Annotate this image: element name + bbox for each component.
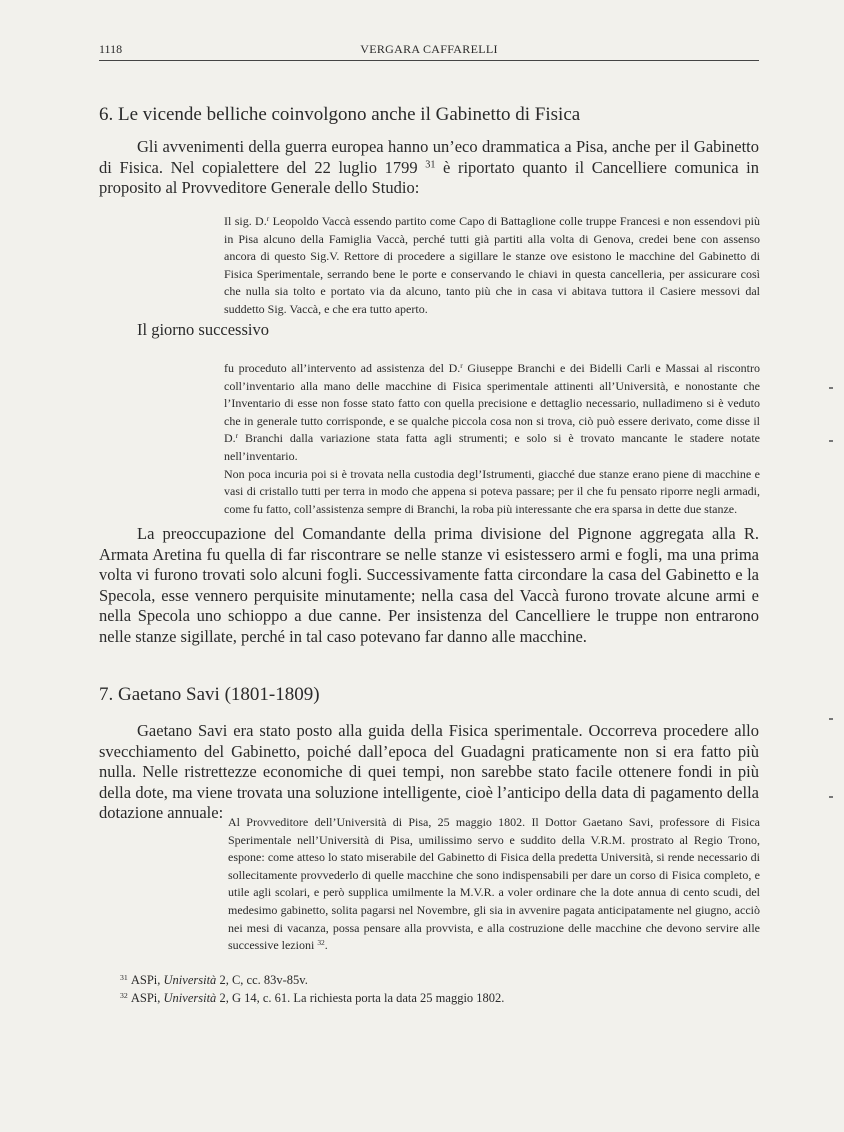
- quote-1-sup: r: [266, 213, 270, 223]
- footnote-31-work: Università: [163, 973, 217, 987]
- footnote-31-rest: 2, C, cc. 83v-85v.: [216, 973, 308, 987]
- section-6-title: 6. Le vicende belliche coinvolgono anche il Gabinetto di Fisica: [99, 104, 581, 125]
- footnote-ref-32[interactable]: 32: [317, 938, 325, 948]
- footnote-32-number: 32: [120, 990, 128, 1000]
- running-header: [99, 40, 759, 61]
- quote-3-body: Al Provveditore dell’Università di Pisa, 25 maggio 1802. Il Dottor Gaetano Savi, professore di Fisica Sperimentale nell’Università di Pisa, umilissimo servo e suddito della V.R.M. prostrato al Regio Trono, espone: come atteso lo stato miserabile del Gabinetto di Fisica della predetta Università, si rende necessario di sollecitamente provvederlo di quelle macchine che sono indispensabili per dare un corso di Fisica completo, e utile agli scolari, e però supplica umilmente la M.V.R. a voler ordinare che la dote annua di cento scudi, del medesimo gabinetto, solita pagarsi nel Novembre, gli sia in avvenire pagata anticipatamente nel giugno, acciò nei mesi di vacanza, possa pensare alla provvista, e alla costruzione delle macchine che devono servire alle successive lezioni: [228, 815, 760, 953]
- quote-2a-sup-1: r: [460, 360, 463, 370]
- footnote-ref-31[interactable]: 31: [425, 158, 436, 170]
- section-7-title: 7. Gaetano Savi (1801-1809): [99, 684, 320, 705]
- quote-1-text: [224, 213, 760, 319]
- footnote-32-work: Università: [163, 990, 217, 1005]
- section-6-intro: [99, 137, 759, 199]
- running-title: VERGARA CAFFARELLI: [360, 42, 498, 56]
- section-7-paragraph: Gaetano Savi era stato posto alla guida della Fisica sperimentale. Occorreva procedere allo svecchiamento del Gabinetto, poiché dall’epoca del Guadagni praticamente non si era fatto più nulla. Nelle ristrettezze economiche di quei tempi, non sarebbe stato facile ottenere fondi in più della dote, ma viene trovata una soluzione intelligente, cioè l’anticipo della data di pagamento della dotazione annuale:: [99, 721, 759, 822]
- intro-text: Gli avvenimenti della guerra europea hanno un’eco drammatica a Pisa, anche per il Gabinetto di Fisica. Nel copialettere del 22 luglio 1799: [99, 137, 759, 177]
- next-day-line: Il giorno successivo: [137, 320, 269, 339]
- quote-2-paragraph-b: Non poca incuria poi si è trovata nella custodia degl’Istrumenti, giacché due stanze erano piene di macchine e vasi di cristallo tutti per terra in modo che appena si poteva passare; per il che fu pensato riporre negli armadi, come fu fatto, coll’assistenza sempre di Branchi, la roba più interessante che era sparsa in dette due stanze.: [224, 466, 760, 516]
- block-quote-2: [224, 360, 760, 518]
- quote-2a-mid: Giuseppe Branchi e dei Bidelli Carli e Massai al riscontro coll’inventario alla mano delle macchine di Fisica sperimentale attinenti all’Università, e nonostante che l’Inventario di esse non fosse stato fatto con quella precisione e dettaglio necessario, nulladimeno si è veduto che in generale tutto corrisponde, e se qualche piccola cosa non si trova, ciò può essere derivato, come disse il D.: [224, 361, 760, 446]
- quote-1-rest: Leopoldo Vaccà essendo partito come Capo di Battaglione colle truppe Francesi e non essendovi più in Pisa alcuno della Famiglia Vaccà, perché tutti già partiti alla volta di Genova, credei bene con assenso ancora di questo Sig.V. Rettore di procedere a sigillare le stanze ove esistono le macchine del Gabinetto di Fisica Sperimentale, serrando bene le porte e conservando le chiavi in questa cancelleria, per assicurare così che nulla sia tolto e portato via da alcuno, tanto più che in casa vi abitava tuttora il Casiere messovi dal suddetto Sig. Vaccà, e che era tutto aperto.: [224, 214, 760, 316]
- footnote-32-rest: 2, G 14, c. 61. La richiesta porta la data 25 maggio 1802.: [216, 990, 505, 1005]
- footnote-31-source: ASPi,: [130, 973, 164, 987]
- margin-mark: [829, 718, 833, 720]
- quote-2-paragraph-a: [224, 360, 760, 466]
- margin-mark: [829, 796, 833, 798]
- quote-2a-sup-2: r: [235, 431, 239, 441]
- quote-3-end: .: [324, 938, 328, 953]
- quote-2a-end: Branchi dalla variazione stata fatta agli strumenti; e solo si è trovato mancante le stadere notate nell’inventario.: [224, 431, 760, 463]
- margin-mark: [829, 387, 833, 389]
- footnote-32-source: ASPi,: [130, 990, 164, 1005]
- footnotes: [120, 972, 760, 1007]
- section-6-closing: La preoccupazione del Comandante della prima divisione del Pignone aggregata alla R. Armata Aretina fu quella di far riscontrare se nelle stanze vi esistessero armi e fogli, ma una prima volta vi furono trovati solo alcuni fogli. Successivamente fatta circondare la casa del Gabinetto e la Specola, esse vennero perquisite minutamente; nella casa del Vaccà furono trovate alcune armi e nella Specola uno schioppo a due canne. Per insistenza del Cancelliere le truppe non entrarono nelle stanze sigillate, perché in tal caso potevano far danno alle macchine.: [99, 524, 759, 646]
- block-quote-3: [228, 814, 760, 955]
- quote-2a-lead: fu proceduto all’intervento ad assistenza del D.: [224, 361, 461, 375]
- footnote-32: [120, 990, 760, 1008]
- block-quote-1: [224, 213, 760, 319]
- quote-3-text: [228, 814, 760, 955]
- intro-text-continued: è riportato quanto il Cancelliere comunica in proposito al Provveditore Generale dello Studio:: [99, 157, 760, 197]
- margin-mark: [829, 440, 833, 442]
- footnote-31-number: 31: [120, 972, 128, 982]
- footnote-31: [120, 972, 760, 990]
- page-number: 1118: [99, 42, 123, 56]
- quote-1-lead: Il sig. D.: [224, 214, 267, 228]
